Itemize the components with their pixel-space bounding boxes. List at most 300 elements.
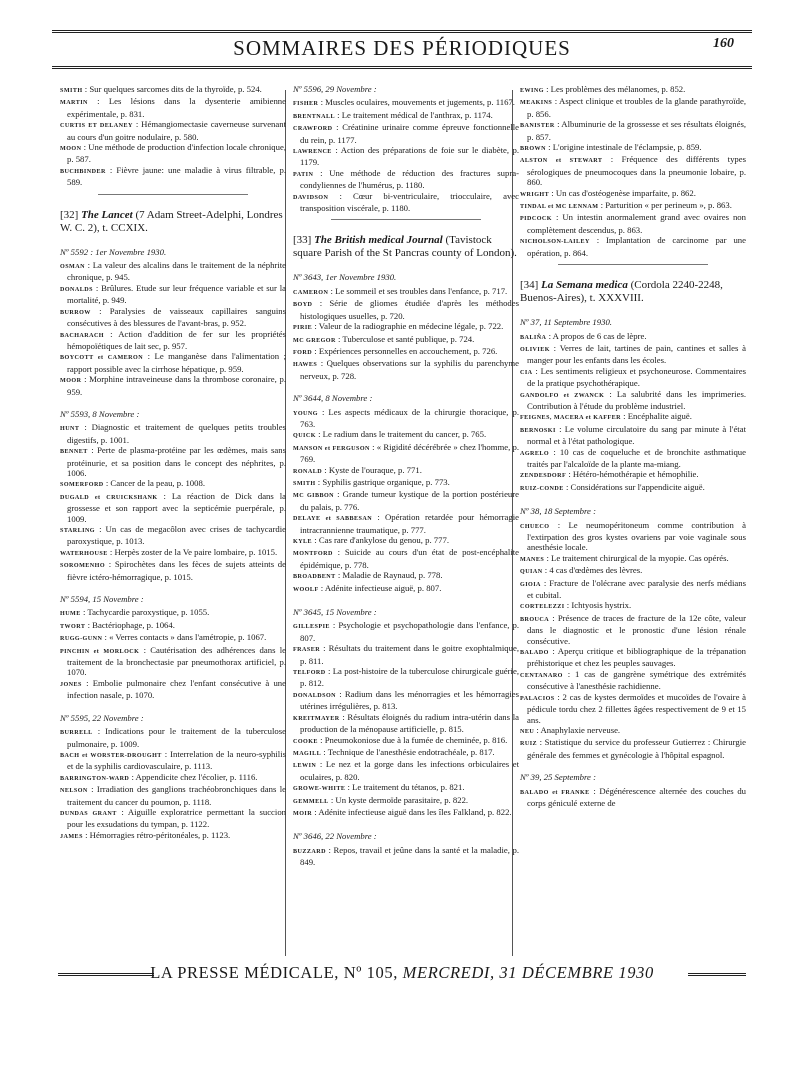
article-author: NELSON bbox=[60, 788, 88, 795]
article-entry bbox=[60, 96, 286, 119]
article-title: : Radium dans les ménorragies et les hémorragies utérines irrégulières, p. 813. bbox=[300, 688, 520, 712]
article-author: BERNOSKI bbox=[520, 427, 556, 434]
article-author: RUIZ-CONDE bbox=[520, 485, 564, 492]
article-entry bbox=[520, 600, 746, 612]
article-title: : Fièvre jaune: une maladie à virus filtrable, p. 589. bbox=[67, 164, 287, 188]
article-author: BANISTER bbox=[520, 123, 555, 130]
article-title: : Tachycardie paroxystique, p. 1055. bbox=[82, 607, 210, 618]
section-rule bbox=[98, 194, 248, 195]
article-entry bbox=[60, 283, 286, 306]
article-title: : Hémorragies rétro-péritonéales, p. 1123. bbox=[85, 829, 231, 840]
article-title: : Une méthode de production d'infection locale chronique, p. 587. bbox=[67, 142, 286, 165]
article-author: CRAWFORD bbox=[293, 126, 333, 133]
article-title: : Morphine intraveineuse dans la thrombose coronaire, p. 959. bbox=[67, 374, 286, 397]
article-author: RUGG-GUNN bbox=[60, 636, 103, 643]
article-entry bbox=[293, 583, 519, 595]
article-author: BUCHBINDER bbox=[60, 168, 106, 175]
entry-group bbox=[60, 607, 286, 700]
header-rule-bottom bbox=[52, 66, 752, 69]
article-title: : Résultats du traitement dans le goitre exophtalmique, p. 811. bbox=[300, 643, 519, 666]
article-entry bbox=[520, 578, 746, 601]
article-entry bbox=[60, 772, 286, 784]
journal-publisher: (Tavistock square Parish of the St Pancras county of London). bbox=[293, 234, 517, 260]
article-entry bbox=[60, 749, 286, 772]
article-title: : 10 cas de coqueluche et de bronchite asthmatique traités par l'alcaloïde de la plante ma-miang. bbox=[527, 446, 746, 469]
section-rule bbox=[331, 219, 481, 220]
column-1 bbox=[60, 84, 286, 842]
article-title: : Embolie pulmonaire chez l'enfant consécutive à une infection nasale, p. 1070. bbox=[67, 677, 287, 701]
article-title: : Hétéro-hémothérapie et hémophilie. bbox=[568, 469, 699, 480]
article-entry bbox=[293, 689, 519, 712]
article-title: : Opération retardée pour hémorragie intracrannienne traumatique, p. 777. bbox=[300, 512, 519, 535]
article-entry bbox=[60, 165, 286, 188]
journal-name: The British medical Journal bbox=[314, 234, 443, 247]
article-author: BROWN bbox=[520, 146, 546, 153]
entry-group bbox=[60, 84, 286, 188]
article-title: : Un cas de megacôlon avec crises de tachycardie paroxystique, p. 1013. bbox=[67, 524, 286, 547]
article-author: RONALD bbox=[293, 468, 323, 475]
article-entry bbox=[293, 442, 519, 465]
article-title: : Le radium dans le traitement du cancer, p. 765. bbox=[318, 429, 487, 440]
article-author: BURRELL bbox=[60, 730, 93, 737]
section-rule bbox=[558, 264, 708, 265]
article-entry bbox=[293, 547, 519, 570]
article-author: BARRINGTON-WARD bbox=[60, 775, 130, 782]
article-title: : Syphilis gastrique organique, p. 773. bbox=[317, 476, 450, 487]
article-author: MOOR bbox=[60, 378, 82, 385]
article-entry bbox=[293, 795, 519, 807]
article-entry bbox=[293, 782, 519, 794]
article-entry bbox=[293, 286, 519, 298]
article-entry bbox=[60, 422, 286, 445]
article-entry bbox=[520, 389, 746, 412]
article-entry bbox=[520, 786, 746, 809]
article-author: PATIN bbox=[293, 171, 314, 178]
article-entry bbox=[293, 298, 519, 321]
article-title: : « Rigidité décérébrée » chez l'homme, p. 769. bbox=[300, 441, 520, 465]
article-title: : Statistique du service du professeur Gutierrez : Chirurgie générale des femmes et gynécologie à l'hôpital espagnol. bbox=[527, 737, 746, 760]
issue-heading: Nº 5592 : 1er Novembre 1930. bbox=[60, 246, 167, 257]
page-header bbox=[52, 22, 752, 66]
article-entry bbox=[293, 465, 519, 477]
journal-heading bbox=[60, 209, 286, 235]
issue-heading: Nº 3646, 22 Novembre : bbox=[293, 831, 377, 842]
entry-group bbox=[293, 286, 519, 381]
article-entry bbox=[520, 520, 746, 553]
article-title: : Perte de plasma-protéine par les œdèmes, mais sans protéinurie, et sa position dans le concept des néphrites, p. 1006. bbox=[67, 445, 286, 478]
article-title: : Hémangiomectasie caverneuse survenant au cours d'un goitre nodulaire, p. 580. bbox=[67, 119, 287, 142]
entry-group bbox=[293, 620, 519, 819]
article-author: WOOLF bbox=[293, 586, 319, 593]
article-title: : Pneumokoniose due à la fumée de cheminée, p. 816. bbox=[320, 734, 508, 745]
article-entry bbox=[293, 666, 519, 689]
article-title: : Le sommeil et ses troubles dans l'enfance, p. 717. bbox=[330, 285, 508, 296]
article-entry bbox=[520, 212, 746, 235]
article-author: BRENTNALL bbox=[293, 113, 335, 120]
article-title: : Fracture de l'olécrane avec paralysie des nerfs médians et cubital. bbox=[527, 577, 746, 601]
issue-heading: Nº 39, 25 Septembre : bbox=[520, 772, 596, 783]
article-title: : Interrelation de la neuro-syphilis et de la syphilis cardiovasculaire, p. 1113. bbox=[67, 748, 287, 772]
article-entry bbox=[293, 334, 519, 346]
article-entry bbox=[293, 145, 519, 168]
article-title: : Aiguille exploratrice permettant la succion pour les exsudations du tympan, p. 1122. bbox=[67, 806, 287, 830]
article-title: : Valeur de la radiographie en médecine légale, p. 722. bbox=[314, 321, 504, 332]
article-entry bbox=[293, 735, 519, 747]
article-entry bbox=[520, 613, 746, 646]
article-entry bbox=[293, 168, 519, 191]
article-entry bbox=[60, 678, 286, 701]
article-entry bbox=[60, 119, 286, 142]
article-title: : Cœur bi-ventriculaire, triocculaire, avec transposition viscérale, p. 1180. bbox=[300, 190, 520, 214]
article-title: : Indications pour le traitement de la tuberculose pulmonaire, p. 1009. bbox=[67, 726, 286, 749]
article-author: NICHOLSON-LAILEY bbox=[520, 239, 590, 246]
article-title: : « Verres contacts » dans l'amétropie, p. 1067. bbox=[104, 632, 267, 643]
article-title: : Verres de lait, tartines de pain, cantines et salles à manger pour les enfants dans les écoles. bbox=[527, 342, 747, 366]
article-author: STARLING bbox=[60, 528, 95, 534]
article-author: SMITH bbox=[60, 88, 83, 94]
article-author: EWING bbox=[520, 88, 544, 94]
article-author: DUNDAS GRANT bbox=[60, 810, 117, 817]
article-title: : Repos, travail et jeûne dans la santé et la maladie, p. 849. bbox=[300, 844, 520, 868]
article-author: TWORT bbox=[60, 623, 86, 630]
article-title: : Aspect clinique et troubles de la glande parathyroïde, p. 856. bbox=[527, 96, 747, 119]
article-entry bbox=[293, 321, 519, 333]
article-title: : Cautérisation des adhérences dans le traitement de la bronchectasie par pneumothorax artificiel, p. 1070. bbox=[67, 644, 286, 678]
article-author: PIDCOCK bbox=[520, 216, 552, 223]
article-entry bbox=[293, 570, 519, 582]
header-rule-top bbox=[52, 30, 752, 33]
article-entry bbox=[293, 122, 519, 145]
article-entry bbox=[60, 607, 286, 619]
journal-publisher: (Cordola 2240-2248, Buenos-Aires), t. XXXVIII. bbox=[520, 279, 723, 305]
article-title: : Ichtyosis hystrix. bbox=[566, 600, 632, 611]
article-title: : Implantation de carcinome par une opération, p. 864. bbox=[527, 235, 746, 258]
article-title: : Quelques observations sur la syphilis du parenchyme nerveux, p. 728. bbox=[300, 358, 520, 381]
article-title: : Maladie de Raynaud, p. 778. bbox=[337, 570, 443, 581]
article-title: : Le traitement chirurgical de la myopie. Cas opérés. bbox=[546, 552, 729, 563]
article-title: : Albuminurie de la grossesse et ses résultats éloignés, p. 857. bbox=[527, 119, 746, 142]
page-title: SOMMAIRES DES PÉRIODIQUES bbox=[233, 36, 571, 60]
article-entry bbox=[60, 84, 286, 96]
article-author: LAWRENCE bbox=[293, 149, 332, 156]
article-entry bbox=[520, 235, 746, 258]
footer-rule-right bbox=[688, 973, 746, 976]
page-number: 160 bbox=[713, 36, 734, 51]
article-author: BROADBENT bbox=[293, 574, 336, 581]
article-title: : Les lésions dans la dysenterie amibienne expérimentale, p. 831. bbox=[67, 96, 286, 119]
article-author: BACH et WORSTER-DROUGHT bbox=[60, 752, 162, 759]
article-author: MAGILL bbox=[293, 750, 322, 757]
article-entry bbox=[60, 784, 286, 807]
article-author: ALSTON et STEWART bbox=[520, 158, 603, 165]
article-title: : Bactériophage, p. 1064. bbox=[87, 619, 175, 630]
article-author: TINDAL et MC LENNAM bbox=[520, 204, 599, 211]
article-author: FRASER bbox=[293, 647, 321, 654]
article-title: : Présence de traces de fracture de la 12e côte, valeur dans le diagnostic et le pronostic d'une lésion rénale consécutive. bbox=[527, 612, 747, 646]
article-entry bbox=[293, 346, 519, 358]
column-3 bbox=[520, 84, 746, 808]
article-entry bbox=[520, 154, 746, 187]
issue-heading: Nº 38, 18 Septembre : bbox=[520, 506, 596, 517]
article-title: : Spirochètes dans les fèces de sujets atteints de fièvre ictéro-hémorragique, p. 1015. bbox=[67, 559, 286, 582]
article-author: DONALDSON bbox=[293, 692, 336, 699]
article-author: ZENDESDORF bbox=[520, 473, 567, 480]
article-title: : Action des préparations de foie sur le diabète, p. 1179. bbox=[300, 145, 520, 168]
article-author: MANES bbox=[520, 556, 545, 563]
article-author: CORTELEZZI bbox=[520, 604, 565, 611]
article-title: : Action d'addition de fer sur les propriétés hémopoïétiques de lait sec, p. 957. bbox=[67, 328, 287, 351]
article-author: DELAYE et SABBESAN bbox=[293, 516, 373, 523]
article-title: : Herpès zoster de la Ve paire lombaire, p. 1015. bbox=[109, 546, 278, 557]
entry-group bbox=[293, 97, 519, 213]
article-author: YOUNG bbox=[293, 410, 318, 417]
footer-title bbox=[52, 963, 752, 983]
article-author: SMITH bbox=[293, 480, 316, 487]
article-author: FORD bbox=[293, 349, 313, 356]
article-author: HAWES bbox=[293, 362, 318, 369]
article-entry bbox=[520, 469, 746, 481]
entry-group bbox=[520, 520, 746, 761]
article-entry bbox=[60, 329, 286, 352]
article-title: : Paralysies de vaisseaux capillaires sanguins consécutives à des blessures de l'avant-bras, p. 952. bbox=[67, 305, 287, 329]
article-author: LEWIN bbox=[293, 763, 317, 770]
article-entry bbox=[520, 331, 746, 343]
article-author: OLIVIEK bbox=[520, 346, 550, 353]
article-entry bbox=[520, 447, 746, 470]
article-entry bbox=[60, 559, 286, 582]
article-title: : Le nez et la gorge dans les infections orbiculaires et oculaires, p. 820. bbox=[300, 759, 519, 782]
article-title: : Muscles oculaires, mouvements et jugements, p. 1167. bbox=[320, 97, 515, 108]
article-title: : Dégénérescence alternée des couches du corps géniculé externe de bbox=[527, 785, 747, 808]
issue-heading: Nº 3643, 1er Novembre 1930. bbox=[293, 272, 397, 283]
article-title: : Anaphylaxie nerveuse. bbox=[536, 724, 621, 735]
entry-group bbox=[520, 84, 746, 258]
entry-group bbox=[293, 407, 519, 596]
article-entry bbox=[520, 200, 746, 212]
article-author: MC GIBBON bbox=[293, 493, 335, 500]
article-entry bbox=[520, 343, 746, 366]
article-author: FEIGNES, MACERA et KAFFER bbox=[520, 415, 621, 422]
article-author: AGRELO bbox=[520, 450, 550, 457]
journal-number: [33] bbox=[293, 234, 312, 247]
article-title: : Parturition « per perineum », p. 863. bbox=[600, 200, 732, 211]
article-title: : La salubrité dans les imprimeries. Contribution à l'étude du problème industriel. bbox=[527, 388, 747, 411]
article-entry bbox=[293, 620, 519, 643]
article-title: : Technique de l'anesthésie endotrachéale, p. 817. bbox=[323, 746, 495, 757]
article-entry bbox=[60, 491, 286, 524]
page-footer bbox=[52, 963, 752, 987]
article-entry bbox=[60, 726, 286, 749]
article-author: BALADO et FRANKE bbox=[520, 789, 590, 796]
article-author: DONALDS bbox=[60, 286, 93, 293]
article-entry bbox=[520, 119, 746, 142]
article-title: : Tuberculose et santé publique, p. 724. bbox=[337, 333, 475, 344]
issue-heading: Nº 3645, 15 Novembre : bbox=[293, 607, 377, 618]
article-author: KYLE bbox=[293, 539, 313, 545]
article-author: SOROMENHO bbox=[60, 563, 106, 570]
article-entry bbox=[520, 84, 746, 96]
journal-publisher: (7 Adam Street-Adelphi, Londres W. C. 2), t. CCXIX. bbox=[60, 208, 283, 234]
journal-number: [34] bbox=[520, 279, 539, 292]
article-author: CIA bbox=[520, 369, 533, 376]
article-title: : Le traitement médical de l'anthrax, p. 1174. bbox=[337, 109, 493, 120]
article-author: BALIÑA bbox=[520, 334, 547, 341]
article-author: HUME bbox=[60, 611, 81, 618]
article-entry bbox=[520, 669, 746, 692]
article-entry bbox=[60, 632, 286, 644]
article-entry bbox=[293, 807, 519, 819]
article-entry bbox=[60, 547, 286, 559]
article-entry bbox=[520, 565, 746, 577]
article-title: : Psychologie et psychopathologie dans l'enfance, p. 807. bbox=[300, 620, 519, 643]
article-entry bbox=[293, 512, 519, 535]
article-author: BOYCOTT et CAMERON bbox=[60, 355, 144, 362]
article-entry bbox=[60, 524, 286, 547]
article-entry bbox=[293, 643, 519, 666]
article-title: : Le neumopéritoneum comme contribution à l'extirpation des gros kystes ovariens par voie vaginale sous anesthésie locale. bbox=[527, 519, 746, 553]
article-author: MC GREGOR bbox=[293, 337, 336, 344]
article-author: MEAKINS bbox=[520, 100, 553, 107]
article-entry bbox=[293, 407, 519, 430]
article-author: RUIZ bbox=[520, 741, 538, 748]
article-entry bbox=[293, 845, 519, 868]
article-title: : A propos de 6 cas de lèpre. bbox=[548, 330, 647, 341]
article-author: JAMES bbox=[60, 833, 83, 840]
issue-heading: Nº 5593, 8 Novembre : bbox=[60, 408, 140, 419]
article-entry bbox=[520, 96, 746, 119]
article-title: : Une méthode de réduction des fractures supra-condyliennes de l'humérus, p. 1180. bbox=[300, 167, 520, 191]
journal-heading bbox=[293, 234, 519, 260]
article-entry bbox=[60, 351, 286, 374]
article-author: BALADO bbox=[520, 650, 549, 657]
article-author: DAVIDSON bbox=[293, 194, 329, 201]
article-author: DUGALD et CRUICKSHANK bbox=[60, 494, 158, 501]
article-entry bbox=[293, 358, 519, 381]
article-title: : Le manganèse dans l'alimentation ; rapport possible avec la cirrhose hépatique, p. 959. bbox=[67, 351, 287, 374]
journal-name: The Lancet bbox=[81, 208, 133, 221]
issue-heading: Nº 5595, 22 Novembre : bbox=[60, 712, 144, 723]
issue-heading: Nº 5594, 15 Novembre : bbox=[60, 594, 144, 605]
entry-group bbox=[520, 786, 746, 809]
journal-heading bbox=[520, 279, 746, 305]
article-entry bbox=[520, 646, 746, 669]
article-title: : Adénite infectieuse aiguë, p. 807. bbox=[320, 582, 442, 593]
footer-date: MERCREDI, 31 DÉCEMBRE 1930 bbox=[402, 963, 654, 982]
article-title: : La réaction de Dick dans la grossesse et son rapport avec la septicémie puerpérale, p. 1009. bbox=[67, 490, 286, 524]
article-author: GEMMELL bbox=[293, 798, 329, 805]
article-author: PALACIOS bbox=[520, 695, 555, 702]
article-title: : L'origine intestinale de l'éclampsie, p. 859. bbox=[548, 142, 702, 153]
article-title: : Les aspects médicaux de la chirurgie thoracique, p. 763. bbox=[300, 406, 519, 429]
article-entry bbox=[293, 429, 519, 441]
article-title: : Un kyste dermoïde parasitaire, p. 822. bbox=[330, 794, 469, 805]
article-title: : Diagnostic et traitement de quelques petits troubles digestifs, p. 1001. bbox=[67, 422, 287, 445]
article-entry bbox=[520, 411, 746, 423]
article-entry bbox=[293, 747, 519, 759]
article-title: : Brûlures. Etude sur leur fréquence variable et sur la mortalité, p. 949. bbox=[67, 282, 287, 306]
article-author: BROUCA bbox=[520, 616, 550, 623]
article-entry bbox=[520, 725, 746, 737]
article-title: : Adénite infectieuse aiguë dans les îles Falkland, p. 822. bbox=[314, 806, 512, 817]
entry-group bbox=[60, 260, 286, 397]
article-entry bbox=[293, 110, 519, 122]
article-title: : Créatinine urinaire comme épreuve fonctionnelle du rein, p. 1177. bbox=[300, 122, 519, 145]
article-title: : Le traitement du tétanos, p. 821. bbox=[347, 782, 465, 793]
column-2 bbox=[293, 84, 519, 868]
article-author: CENTANARO bbox=[520, 672, 563, 679]
article-entry bbox=[520, 142, 746, 154]
article-author: FISHER bbox=[293, 101, 319, 108]
article-author: BURROW bbox=[60, 309, 91, 316]
article-author: BENNET bbox=[60, 449, 88, 456]
article-title: : Irradiation des ganglions trachéobronchiques dans le traitement du cancer du poumon, p. 1118. bbox=[67, 784, 286, 807]
article-author: SOMERFORD bbox=[60, 482, 104, 489]
article-title: : Considérations sur l'appendicite aiguë. bbox=[565, 481, 705, 492]
article-entry bbox=[60, 374, 286, 397]
article-title: : La valeur des alcalins dans le traitement de la néphrite chronique, p. 945. bbox=[67, 260, 286, 283]
article-title: : Encéphalite aiguë. bbox=[623, 411, 692, 422]
entry-group bbox=[60, 422, 286, 582]
article-author: QUICK bbox=[293, 433, 316, 440]
article-author: BOYD bbox=[293, 302, 313, 309]
article-title: : 4 cas d'œdèmes des lèvres. bbox=[544, 565, 643, 576]
article-author: WATERHOUSE bbox=[60, 550, 108, 557]
article-author: CURTIS ET DELANEY bbox=[60, 123, 133, 130]
article-author: CAMERON bbox=[293, 289, 329, 296]
article-author: MANSON et FERGUSON bbox=[293, 445, 370, 452]
article-entry bbox=[293, 712, 519, 735]
issue-heading: Nº 3644, 8 Novembre : bbox=[293, 393, 373, 404]
article-entry bbox=[60, 645, 286, 678]
article-entry bbox=[60, 260, 286, 283]
article-entry bbox=[520, 692, 746, 725]
article-author: WRIGHT bbox=[520, 191, 550, 198]
article-author: JONES bbox=[60, 681, 82, 688]
article-author: QUIAN bbox=[520, 569, 543, 576]
article-title: : Série de gliomes étudiée d'après les méthodes histologiques usuelles, p. 720. bbox=[300, 298, 519, 321]
article-author: BUZZARD bbox=[293, 848, 326, 855]
article-entry bbox=[60, 620, 286, 632]
article-author: COOKE bbox=[293, 738, 318, 745]
article-title: : Un cas d'ostéogenèse imparfaite, p. 862. bbox=[551, 187, 696, 198]
article-title: : 1 cas de gangrène symétrique des extrémités consécutive à l'anesthésie rachidienne. bbox=[527, 668, 746, 692]
article-author: GROWE-WHITE bbox=[293, 786, 346, 793]
article-entry bbox=[520, 482, 746, 494]
article-entry bbox=[520, 737, 746, 760]
article-author: HUNT bbox=[60, 426, 80, 433]
article-title: : Expériences personnelles en accouchement, p. 726. bbox=[314, 345, 498, 356]
entry-group bbox=[293, 845, 519, 868]
issue-heading: Nº 37, 11 Septembre 1930. bbox=[520, 317, 612, 328]
journal-number: [32] bbox=[60, 208, 79, 221]
article-author: OSMAN bbox=[60, 264, 85, 271]
article-entry bbox=[293, 477, 519, 489]
article-title: : 2 cas de kystes dermoïdes et mucoïdes de l'ovaire à pédicule tordu chez 2 fillettes âgées respectivement de 9 et 15 ans. bbox=[527, 691, 747, 725]
article-title: : Cancer de la peau, p. 1008. bbox=[105, 478, 205, 489]
article-entry bbox=[520, 553, 746, 565]
article-author: MONTFORD bbox=[293, 551, 333, 558]
article-title: : Un intestin anormalement grand avec ovaires non complètement descendus, p. 863. bbox=[527, 212, 746, 235]
article-entry bbox=[60, 478, 286, 490]
article-author: MOIR bbox=[293, 810, 313, 817]
article-entry bbox=[60, 830, 286, 842]
article-author: GIOIA bbox=[520, 581, 541, 588]
article-entry bbox=[60, 142, 286, 165]
article-author: PIRIE bbox=[293, 325, 313, 332]
article-title: : Résultats éloignés du radium intra-utérin dans la production de la ménopause artificielle, p. 815. bbox=[300, 711, 519, 735]
article-author: CHUECO bbox=[520, 523, 550, 530]
article-entry bbox=[60, 807, 286, 830]
